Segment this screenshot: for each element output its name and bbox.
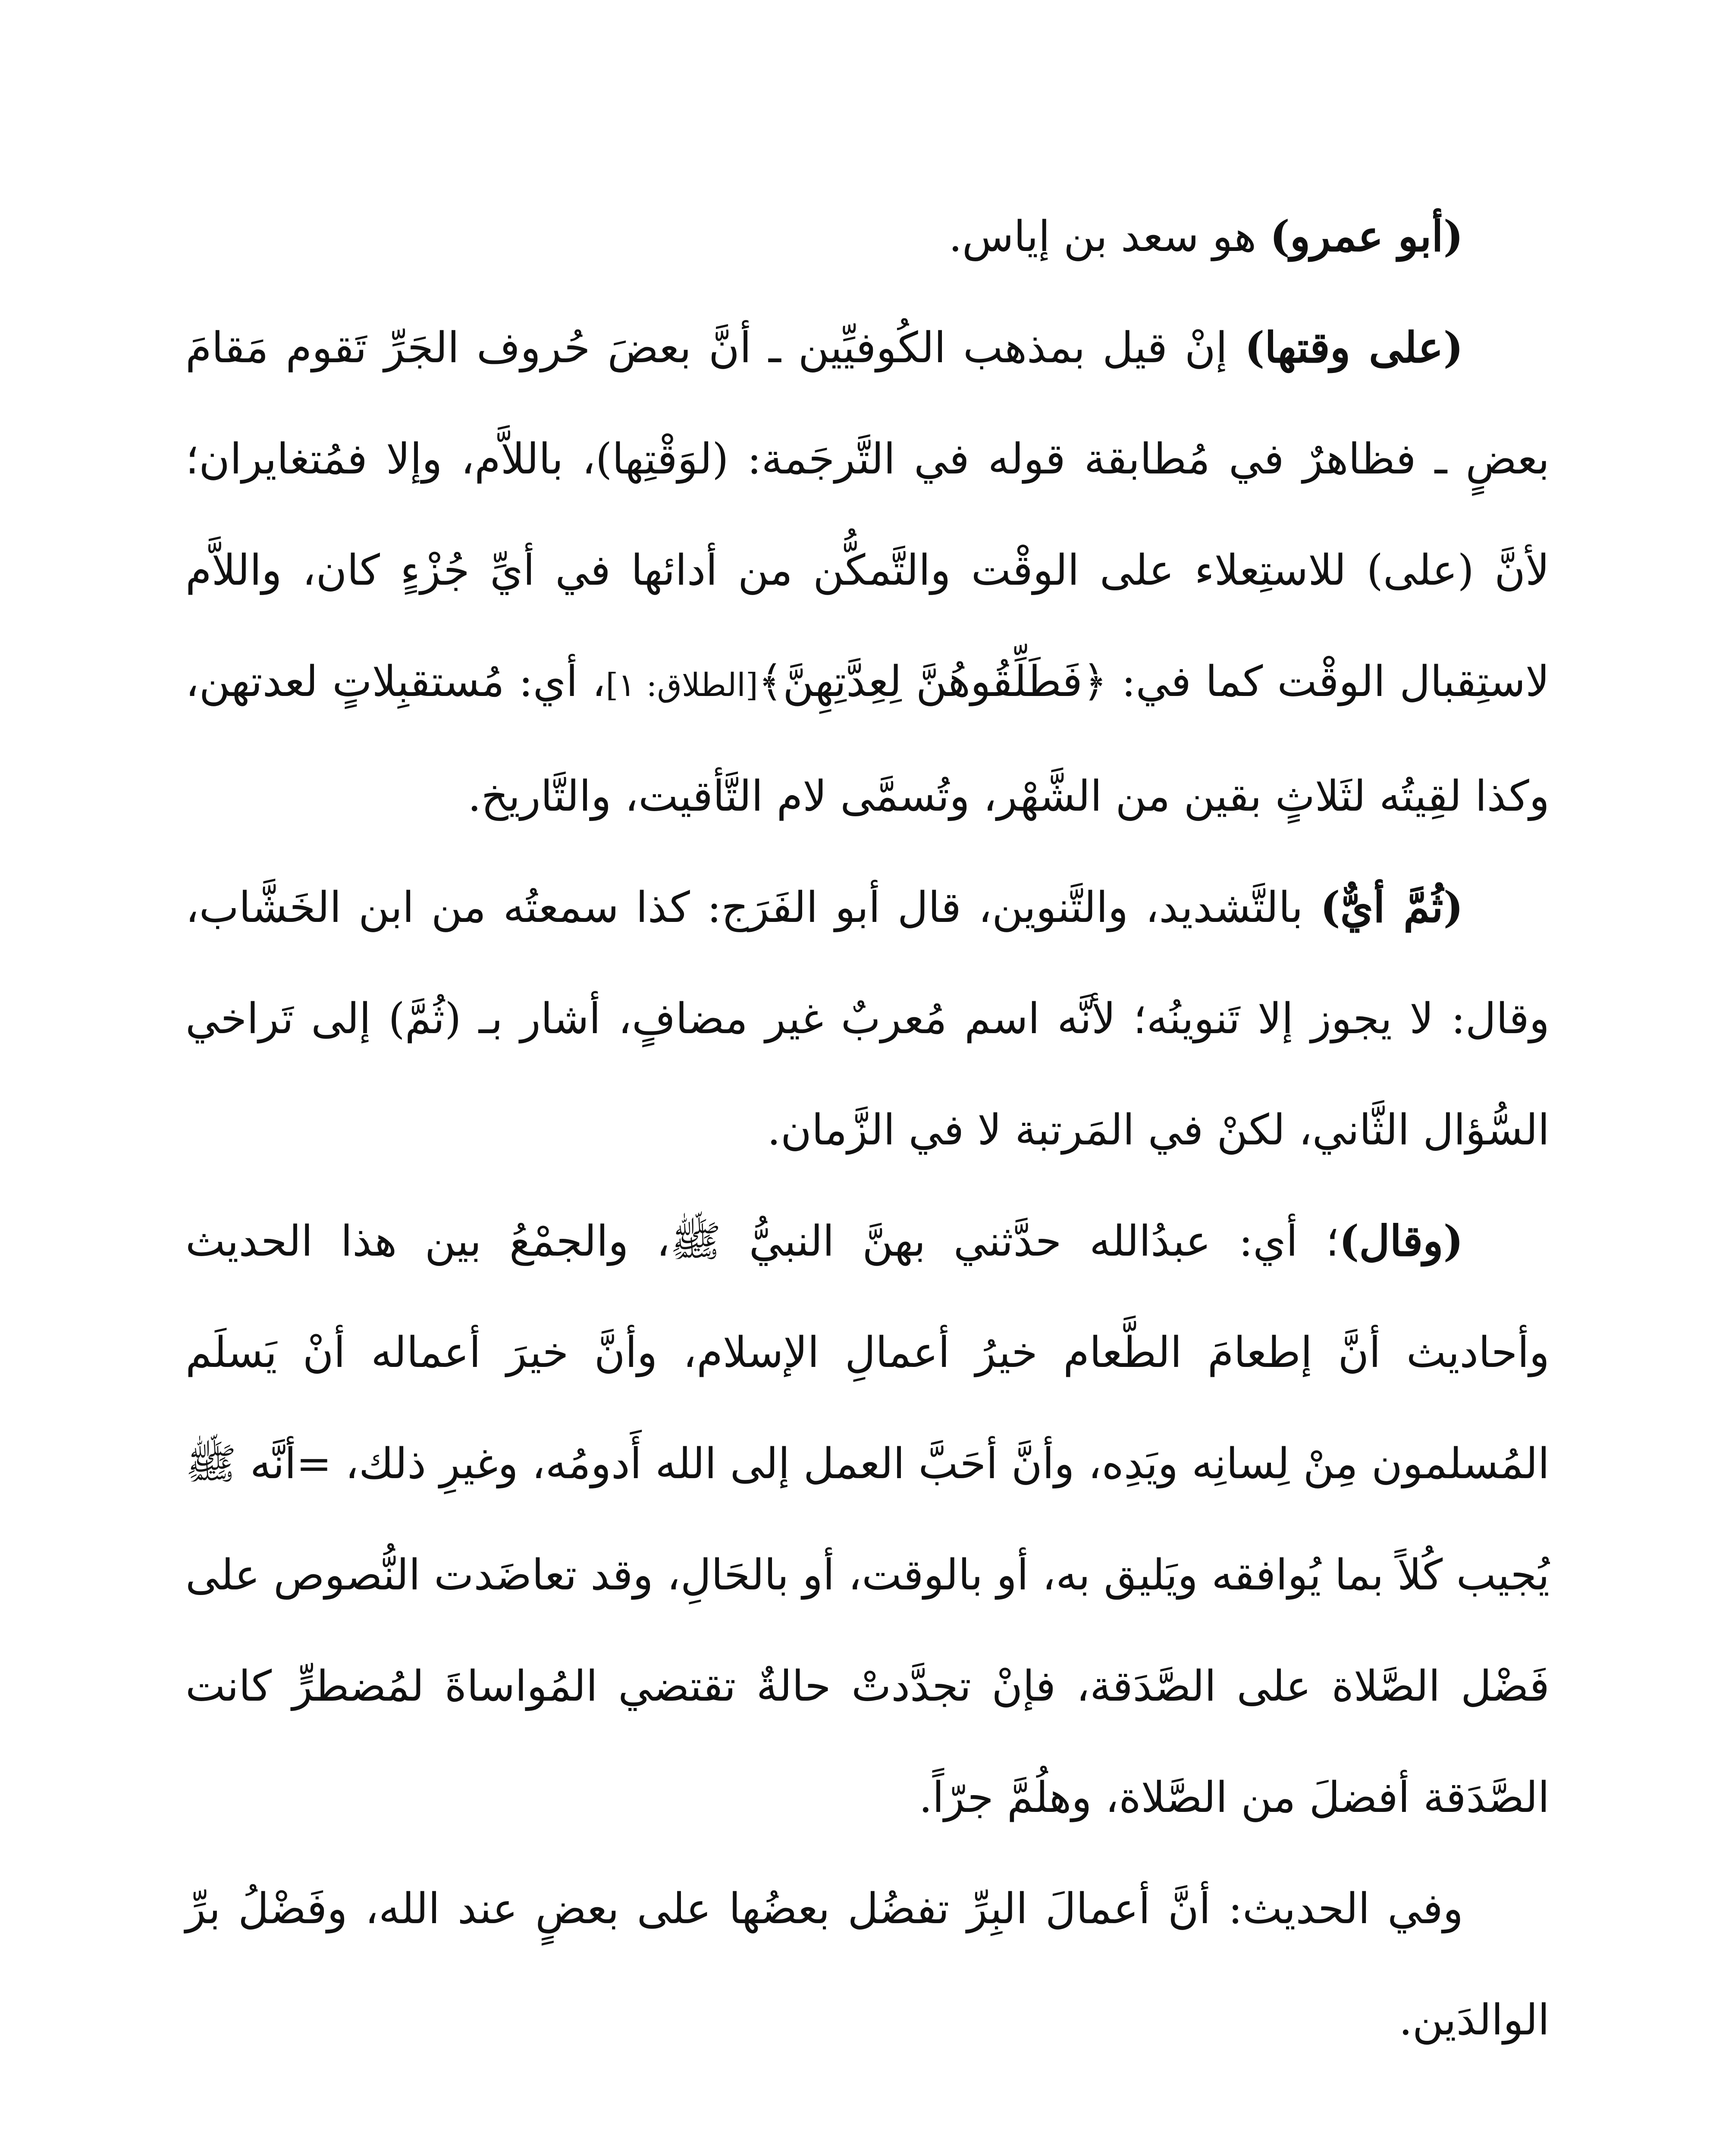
paragraph-ala-waqtiha bbox=[185, 292, 1550, 852]
paragraph-text: إنْ قيل بمذهب الكُوفيِّين ـ أنَّ بعضَ حُروف الجَرِّ تَقوم مَقامَ بعضٍ ـ فظاهرٌ في مُطابقة قوله في التَّرجَمة: (لوَقْتِها)، باللاَّم، وإلا فمُتغايران؛ لأنَّ (على) للاستِعلاء على الوقْت والتَّمكُّن من أدائها في أيِّ جُزْءٍ كان، واللاَّم لاستِقبال الوقْت كما في: bbox=[185, 323, 1550, 706]
paragraph-lead: (وقال) bbox=[1339, 1216, 1463, 1266]
page-body-text bbox=[185, 181, 1550, 2076]
paragraph-text-continued: ، أي: مُستقبِلاتٍ لعدتهن، وكذا لقِيتُه لثَلاثٍ بقين من الشَّهْر، وتُسمَّى لام التَّأقيت، والتَّاريخ. bbox=[185, 657, 1550, 821]
paragraph-text: ؛ أي: عبدُالله حدَّثني بهنَّ النبيُّ ﷺ، والجمْعُ بين هذا الحديث وأحاديث أنَّ إطعامَ الطَّعام خيرُ أعمالِ الإسلام، وأنَّ خيرَ أعماله أنْ يَسلَم المُسلمون مِنْ لِسانِه ويَدِه، وأنَّ أحَبَّ العمل إلى الله أَدومُه، وغيرِ ذلك، =أنَّه ﷺ يُجيب كُلاً بما يُوافقه ويَليق به، أو بالوقت، أو بالحَالِ، وقد تعاضَدت النُّصوص على فَضْل الصَّلاة على الصَّدَقة، فإنْ تجدَّدتْ حالةٌ تقتضي المُواساةَ لمُضطرٍّ كانت الصَّدَقة أفضلَ من الصَّلاة، وهلُمَّ جرّاً. bbox=[185, 1217, 1550, 1822]
paragraph-text: بالتَّشديد، والتَّنوين، قال أبو الفَرَج: كذا سمعتُه من ابن الخَشَّاب، وقال: لا يجوز إلا تَنوينُه؛ لأنَّه اسم مُعربٌ غير مضافٍ، أشار بـ (ثُمَّ) إلى تَراخي السُّؤال الثَّاني، لكنْ في المَرتبة لا في الزَّمان. bbox=[185, 883, 1550, 1155]
paragraph-text: وفي الحديث: أنَّ أعمالَ البِرِّ تفضُل بعضُها على بعضٍ عند الله، وفَضْلُ برِّ الوالدَين. bbox=[185, 1884, 1550, 2045]
paragraph-lead: (على وقتها) bbox=[1245, 323, 1464, 373]
paragraph-lead: (ثُمَّ أيٌّ) bbox=[1320, 883, 1463, 932]
paragraph-text: هو سعد بن إياس. bbox=[948, 212, 1270, 261]
verse-citation: [الطلاق: ١] bbox=[606, 667, 758, 704]
paragraph-wa-qal bbox=[185, 1186, 1550, 1853]
paragraph-fi-al-hadith bbox=[185, 1853, 1550, 2076]
paragraph-abu-amr bbox=[185, 181, 1550, 292]
paragraph-lead: (أبو عمرو) bbox=[1270, 212, 1463, 261]
quran-verse: ﴿فَطَلِّقُوهُنَّ لِعِدَّتِهِنَّ﴾ bbox=[758, 657, 1108, 706]
paragraph-thumma-ayy bbox=[185, 852, 1550, 1186]
